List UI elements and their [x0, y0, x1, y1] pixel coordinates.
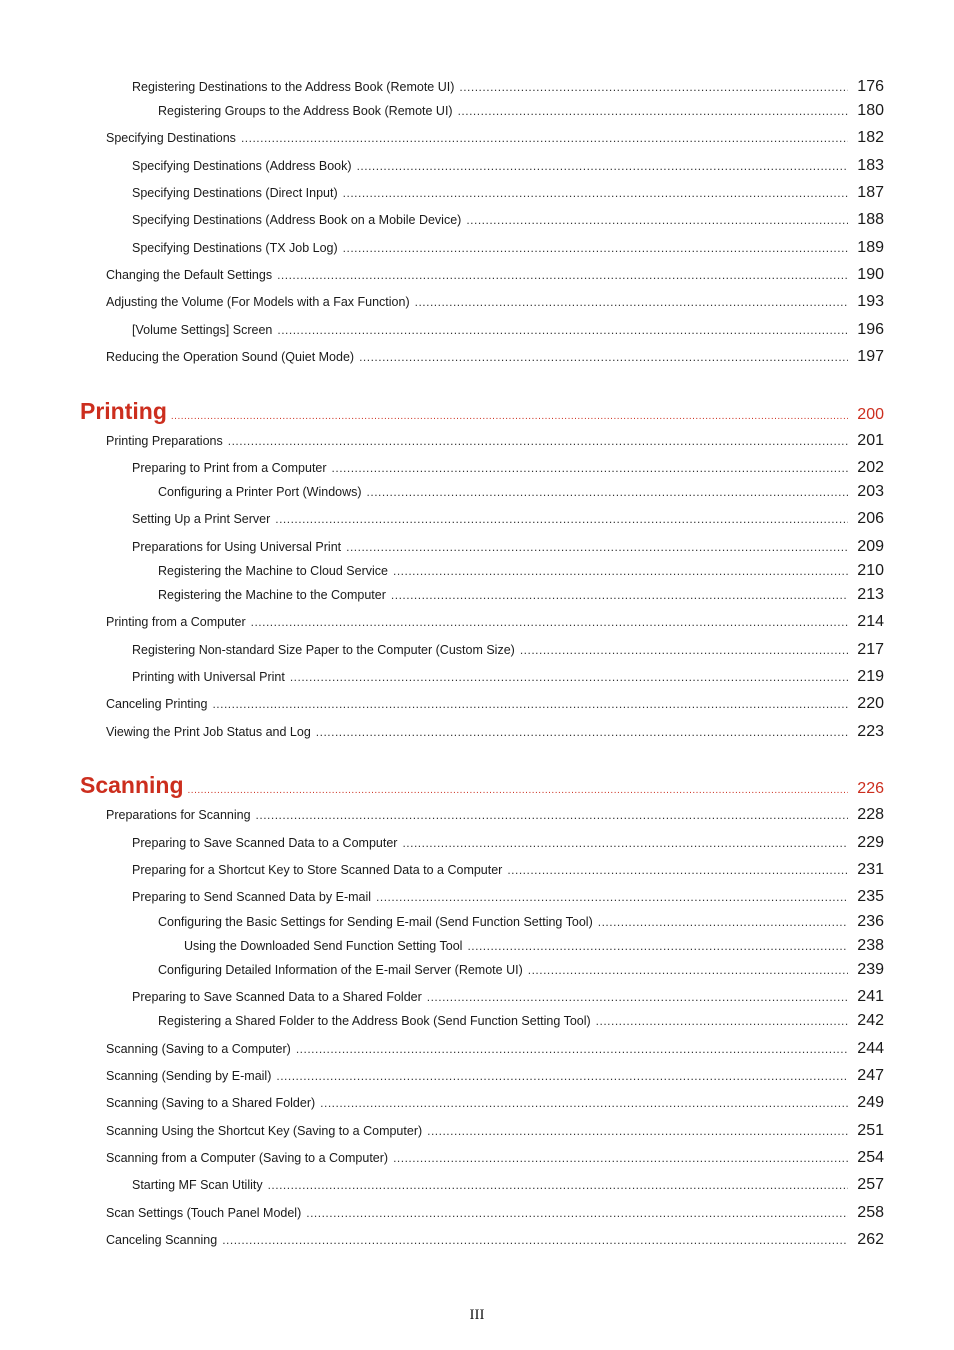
dot-leader — [393, 1151, 848, 1165]
dot-leader — [241, 131, 848, 145]
dot-leader — [458, 104, 848, 118]
dot-leader — [277, 323, 848, 337]
toc-chapter[interactable] — [0, 398, 954, 425]
toc-entry[interactable] — [0, 348, 954, 366]
toc-entry-page: 213 — [857, 586, 884, 603]
dot-leader — [466, 213, 848, 227]
toc-entry-title: Preparing to Send Scanned Data by E-mail — [132, 890, 372, 904]
toc-entry-title: Preparing to Print from a Computer — [132, 461, 327, 475]
toc-entry-title: Scanning Using the Shortcut Key (Saving to a Computer) — [106, 1124, 423, 1138]
toc-entry-page: 190 — [857, 266, 884, 283]
toc-entry-page: 231 — [857, 861, 884, 878]
dot-leader — [188, 785, 848, 796]
toc-entry[interactable] — [0, 913, 954, 931]
toc-entry[interactable] — [0, 861, 954, 879]
toc-entry[interactable] — [0, 78, 954, 96]
toc-entry-title: Specifying Destinations (Address Book on a Mobile Device) — [132, 213, 462, 227]
toc-entry-page: 202 — [857, 459, 884, 476]
toc-entry-title: Preparing to Save Scanned Data to a Shared Folder — [132, 990, 422, 1004]
toc-entry[interactable] — [0, 102, 954, 120]
toc-entry-page: 200 — [857, 406, 884, 423]
toc-entry[interactable] — [0, 1012, 954, 1030]
toc-entry-page: 247 — [857, 1067, 884, 1084]
toc-entry-title: Specifying Destinations (TX Job Log) — [132, 241, 338, 255]
dot-leader — [520, 643, 848, 657]
toc-entry-page: 189 — [857, 239, 884, 256]
toc-entry[interactable] — [0, 888, 954, 906]
toc-entry-title: Printing from a Computer — [106, 615, 246, 629]
toc-entry[interactable] — [0, 1040, 954, 1058]
toc-entry[interactable] — [0, 1204, 954, 1222]
toc-entry-title: Specifying Destinations — [106, 131, 236, 145]
dot-leader — [391, 588, 848, 602]
toc-entry-title: Scanning from a Computer (Saving to a Computer) — [106, 1151, 389, 1165]
dot-leader — [343, 186, 848, 200]
toc-entry[interactable] — [0, 321, 954, 339]
toc-entry[interactable] — [0, 723, 954, 741]
toc-entry-title: [Volume Settings] Screen — [132, 323, 273, 337]
dot-leader — [507, 863, 848, 877]
toc-entry[interactable] — [0, 239, 954, 257]
toc-entry-title: Scanning (Saving to a Computer) — [106, 1042, 291, 1056]
toc-entry[interactable] — [0, 432, 954, 450]
toc-entry-title: Using the Downloaded Send Function Setting Tool — [184, 939, 463, 953]
toc-entry-page: 197 — [857, 348, 884, 365]
toc-entry-title: Specifying Destinations (Address Book) — [132, 159, 352, 173]
dot-leader — [277, 268, 848, 282]
dot-leader — [367, 485, 848, 499]
dot-leader — [427, 990, 848, 1004]
toc-entry-title: Scan Settings (Touch Panel Model) — [106, 1206, 302, 1220]
toc-entry-page: 258 — [857, 1204, 884, 1221]
toc-entry[interactable] — [0, 961, 954, 979]
toc-entry-page: 214 — [857, 613, 884, 630]
dot-leader — [290, 670, 848, 684]
toc-entry-page: 206 — [857, 510, 884, 527]
toc-entry[interactable] — [0, 538, 954, 556]
dot-leader — [528, 963, 848, 977]
dot-leader — [359, 350, 848, 364]
toc-entry-page: 239 — [857, 961, 884, 978]
toc-entry[interactable] — [0, 184, 954, 202]
toc-entry[interactable] — [0, 211, 954, 229]
toc-entry-title: Adjusting the Volume (For Models with a Fax Function) — [106, 295, 410, 309]
toc-entry-title: Registering a Shared Folder to the Address Book (Send Function Setting Tool) — [158, 1014, 591, 1028]
toc-entry-page: 210 — [857, 562, 884, 579]
toc-entry[interactable] — [0, 641, 954, 659]
toc-entry[interactable] — [0, 1176, 954, 1194]
toc-entry[interactable] — [0, 1149, 954, 1167]
dot-leader — [459, 80, 848, 94]
toc-entry-title: Scanning (Saving to a Shared Folder) — [106, 1096, 316, 1110]
toc-entry-page: 254 — [857, 1149, 884, 1166]
dot-leader — [171, 411, 848, 422]
dot-leader — [276, 1069, 848, 1083]
toc-entry[interactable] — [0, 668, 954, 686]
toc-entry-title: Preparations for Using Universal Print — [132, 540, 342, 554]
dot-leader — [598, 915, 848, 929]
toc-entry[interactable] — [0, 459, 954, 477]
toc-entry-page: 201 — [857, 432, 884, 449]
toc-entry-title: Specifying Destinations (Direct Input) — [132, 186, 338, 200]
toc-entry-page: 217 — [857, 641, 884, 658]
dot-leader — [316, 725, 848, 739]
toc-entry-page: 183 — [857, 157, 884, 174]
toc-entry-title: Changing the Default Settings — [106, 268, 273, 282]
toc-entry-page: 242 — [857, 1012, 884, 1029]
dot-leader — [357, 159, 848, 173]
dot-leader — [256, 808, 848, 822]
toc-entry-title: Preparations for Scanning — [106, 808, 251, 822]
toc-entry-title: Configuring a Printer Port (Windows) — [158, 485, 362, 499]
toc-entry[interactable] — [0, 510, 954, 528]
dot-leader — [332, 461, 848, 475]
toc-entry-title: Printing with Universal Print — [132, 670, 285, 684]
toc-entry-title: Scanning — [80, 772, 184, 798]
toc-entry-title: Registering the Machine to the Computer — [158, 588, 386, 602]
toc-entry[interactable] — [0, 129, 954, 147]
toc-entry-page: 257 — [857, 1176, 884, 1193]
toc-entry-title: Registering Destinations to the Address Book (Remote UI) — [132, 80, 455, 94]
dot-leader — [467, 939, 848, 953]
toc-entry-title: Preparing to Save Scanned Data to a Computer — [132, 836, 398, 850]
toc-entry[interactable] — [0, 613, 954, 631]
dot-leader — [376, 890, 848, 904]
toc-entry-page: 229 — [857, 834, 884, 851]
toc-entry-page: 226 — [857, 780, 884, 797]
toc-entry-title: Preparing for a Shortcut Key to Store Scanned Data to a Computer — [132, 863, 503, 877]
toc-entry-page: 180 — [857, 102, 884, 119]
dot-leader — [427, 1124, 848, 1138]
toc-entry-page: 187 — [857, 184, 884, 201]
dot-leader — [393, 564, 848, 578]
dot-leader — [275, 512, 848, 526]
toc-entry-page: 238 — [857, 937, 884, 954]
page-number: III — [469, 1307, 485, 1323]
dot-leader — [268, 1178, 848, 1192]
toc-entry[interactable] — [0, 937, 954, 955]
toc-entry-page: 228 — [857, 806, 884, 823]
toc-entry-title: Canceling Printing — [106, 697, 208, 711]
dot-leader — [415, 295, 848, 309]
toc-entry-page: 244 — [857, 1040, 884, 1057]
toc-entry-page: 176 — [857, 78, 884, 95]
dot-leader — [228, 434, 848, 448]
toc-entry-page: 235 — [857, 888, 884, 905]
toc-entry[interactable] — [0, 586, 954, 604]
toc-entry-title: Scanning (Sending by E-mail) — [106, 1069, 272, 1083]
toc-entry[interactable] — [0, 1067, 954, 1085]
toc-entry[interactable] — [0, 266, 954, 284]
toc-entry-title: Registering the Machine to Cloud Service — [158, 564, 388, 578]
dot-leader — [402, 836, 848, 850]
toc-entry-page: 262 — [857, 1231, 884, 1248]
dot-leader — [306, 1206, 848, 1220]
toc-entry-page: 182 — [857, 129, 884, 146]
toc-entry-title: Registering Non-standard Size Paper to the Computer (Custom Size) — [132, 643, 515, 657]
toc-entry-page: 220 — [857, 695, 884, 712]
toc-entry-title: Canceling Scanning — [106, 1233, 218, 1247]
toc-entry-title: Printing — [80, 398, 167, 424]
toc-entry[interactable] — [0, 695, 954, 713]
toc-entry[interactable] — [0, 834, 954, 852]
toc-entry[interactable] — [0, 483, 954, 501]
toc-entry-page: 223 — [857, 723, 884, 740]
toc-entry-page: 188 — [857, 211, 884, 228]
toc-entry-page: 249 — [857, 1094, 884, 1111]
toc-entry-page: 251 — [857, 1122, 884, 1139]
dot-leader — [296, 1042, 848, 1056]
dot-leader — [596, 1014, 848, 1028]
toc-entry-page: 236 — [857, 913, 884, 930]
toc-entry[interactable] — [0, 1231, 954, 1249]
toc-entry-title: Viewing the Print Job Status and Log — [106, 725, 311, 739]
toc-entry-page: 209 — [857, 538, 884, 555]
toc-entry-page: 203 — [857, 483, 884, 500]
toc-entry[interactable] — [0, 562, 954, 580]
toc-entry[interactable] — [0, 293, 954, 311]
dot-leader — [346, 540, 848, 554]
toc-entry[interactable] — [0, 806, 954, 824]
toc-entry-title: Configuring the Basic Settings for Sending E-mail (Send Function Setting Tool) — [158, 915, 593, 929]
dot-leader — [212, 697, 848, 711]
toc-chapter[interactable] — [0, 772, 954, 799]
toc-entry[interactable] — [0, 1094, 954, 1112]
toc-entry-title: Configuring Detailed Information of the E-mail Server (Remote UI) — [158, 963, 523, 977]
toc-entry-page: 241 — [857, 988, 884, 1005]
toc-entry-title: Printing Preparations — [106, 434, 223, 448]
toc-entry-page: 196 — [857, 321, 884, 338]
toc-entry-title: Starting MF Scan Utility — [132, 1178, 263, 1192]
toc-entry[interactable] — [0, 988, 954, 1006]
toc-entry-title: Registering Groups to the Address Book (Remote UI) — [158, 104, 453, 118]
toc-entry-page: 193 — [857, 293, 884, 310]
toc-entry[interactable] — [0, 157, 954, 175]
toc-entry[interactable] — [0, 1122, 954, 1140]
dot-leader — [320, 1096, 848, 1110]
toc-entry-title: Setting Up a Print Server — [132, 512, 271, 526]
toc-entry-title: Reducing the Operation Sound (Quiet Mode) — [106, 350, 355, 364]
dot-leader — [222, 1233, 848, 1247]
dot-leader — [251, 615, 848, 629]
dot-leader — [343, 241, 848, 255]
toc-entry-page: 219 — [857, 668, 884, 685]
